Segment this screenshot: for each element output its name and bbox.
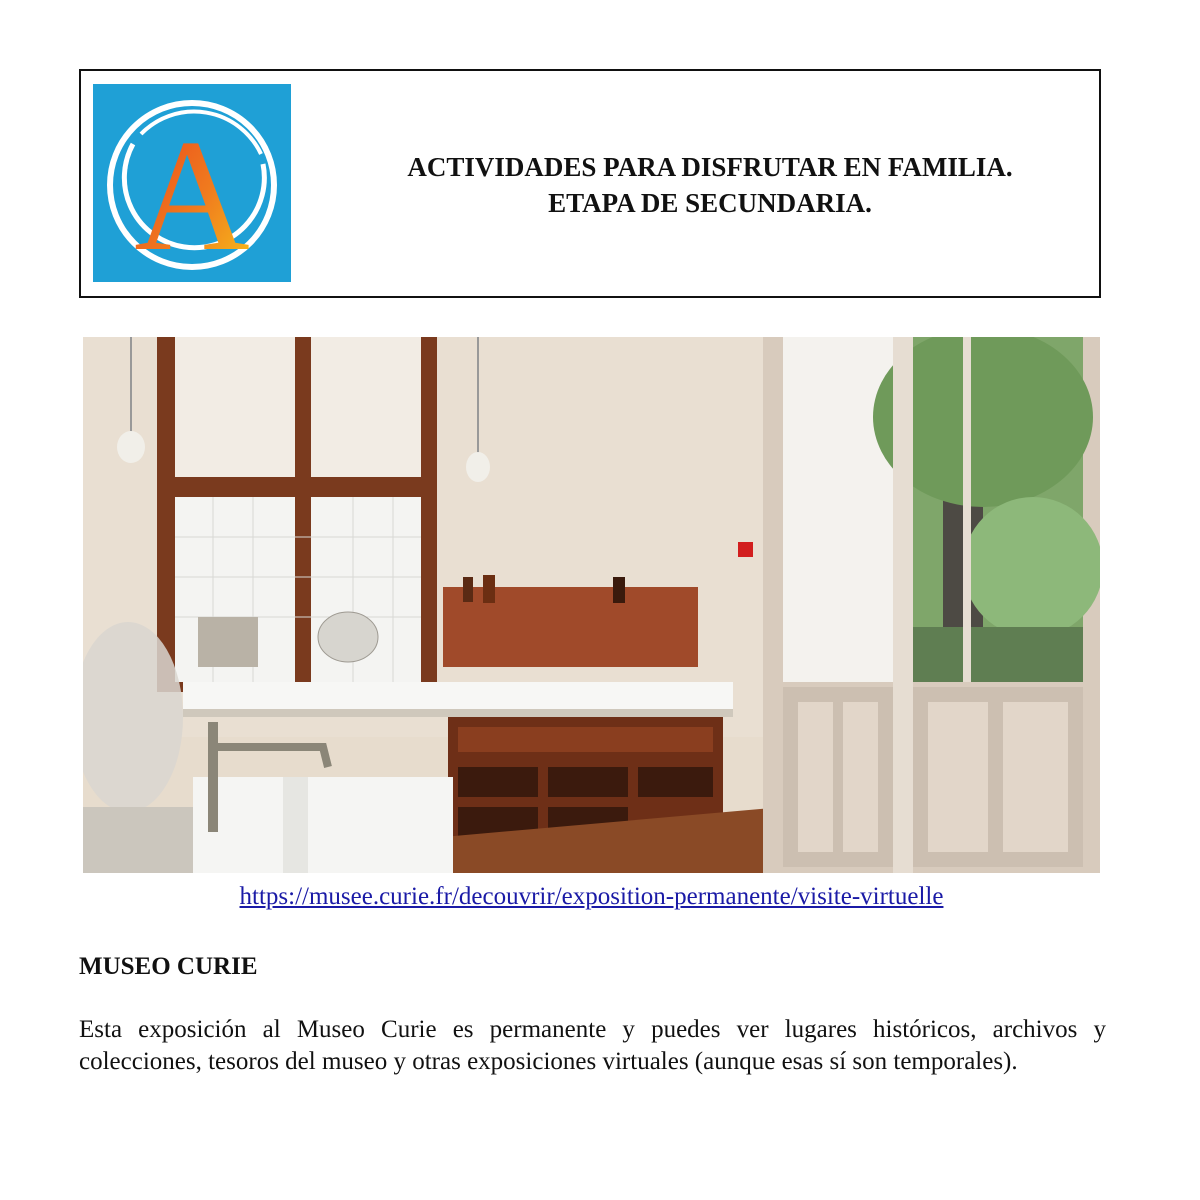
header-title bbox=[331, 149, 1089, 221]
logo bbox=[93, 84, 291, 282]
section-paragraph: Esta exposición al Museo Curie es permanente y puedes ver lugares históricos, archivos y colecciones, tesoros del museo y otras exposiciones virtuales (aunque esas sí son temporales). bbox=[79, 1016, 1106, 1075]
header-title-line-2: ETAPA DE SECUNDARIA. bbox=[548, 188, 872, 218]
logo-icon bbox=[93, 84, 291, 282]
header-title-line-1: ACTIVIDADES PARA DISFRUTAR EN FAMILIA. bbox=[407, 152, 1013, 182]
museum-link[interactable]: https://musee.curie.fr/decouvrir/exposition-permanente/visite-virtuelle bbox=[239, 883, 944, 910]
header-box bbox=[79, 69, 1101, 298]
lab-room-photo bbox=[83, 337, 1100, 873]
logo-letter: A bbox=[134, 106, 250, 282]
section-title: MUSEO CURIE bbox=[79, 953, 258, 980]
